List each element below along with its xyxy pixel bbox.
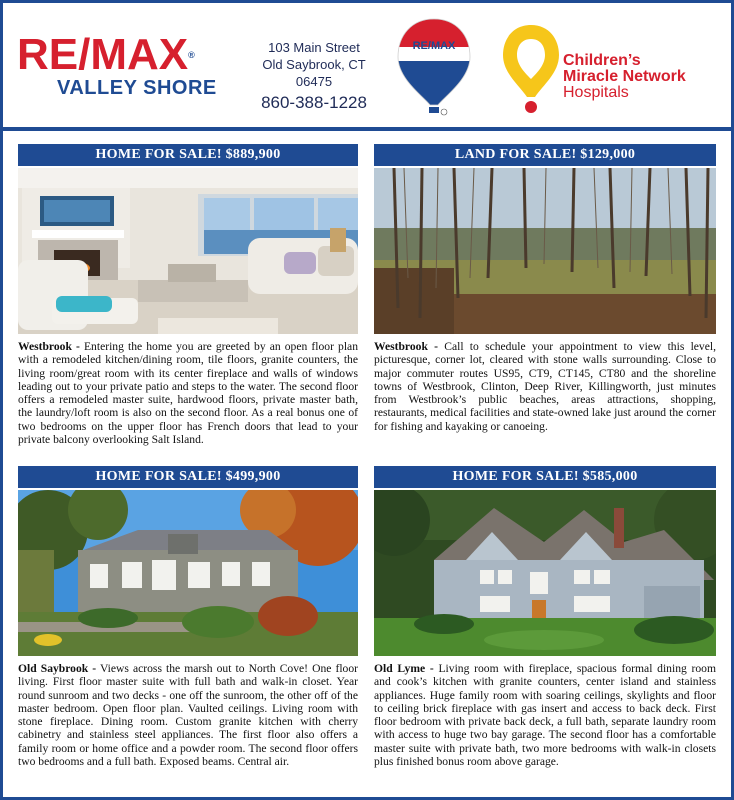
- listing-title: LAND FOR SALE! $129,000: [374, 144, 716, 166]
- listing-title: HOME FOR SALE! $585,000: [374, 466, 716, 488]
- wooded-lot-photo: [374, 168, 716, 334]
- listing-text: Living room with fireplace, spacious formal dining room and cook’s kitchen with granite counters, center island and stainless appliances. Huge family room with soaring ceilings, skylights and floor to ceiling brick fireplace with gas insert and access to back deck. First floor bedroom with private back deck, a full bath, separate laundry room with access to huge two bay garage. The second floor has a comfortable master suite with private bath, two more bedrooms with walk-in closets plus finished bonus room above garage.: [374, 662, 716, 769]
- living-room-photo: [18, 168, 358, 334]
- listing-town: Westbrook -: [374, 340, 438, 353]
- cmn-balloon-icon: [499, 19, 563, 119]
- colonial-house-photo: [374, 490, 716, 656]
- office-address: [249, 39, 379, 114]
- listing-town: Westbrook -: [18, 340, 80, 353]
- listing-town: Old Saybrook -: [18, 662, 97, 675]
- balloon-wordmark: RE/MAX: [412, 40, 456, 52]
- listing-text: Entering the home you are greeted by an open floor plan with a remodeled kitchen/dining room, tile floors, granite counters, the living room/great room with its center fireplace and walls of windows leading out to your private patio and steps to the water. The second floor offers a remodeled master suite, hardwood floors, private master bath, the laundry/loft room is also on the second floor. As a real bonus one of two bedrooms on the upper floor has French doors that lead to your private balcony overlooking Salt Island.: [18, 340, 358, 447]
- listing-card: [18, 144, 358, 464]
- listing-card: [374, 466, 716, 786]
- listing-card: [374, 144, 716, 464]
- listing-description: [18, 340, 358, 446]
- cmn-wordmark: [563, 53, 686, 101]
- cape-house-photo: [18, 490, 358, 656]
- listing-text: Call to schedule your appointment to view this level, picturesque, corner lot, cleared with stone walls surrounding. Close to major commuter routes US95, CT9, CT145, CT80 and the shoreline towns of Westbrook, Clinton, Deep River, Killingworth, just minutes from Westbrook’s public beaches, areas attractions, shopping, restaurants, medical facilities and state-owned lake just around the corner for fishing and kayaking or canoeing.: [374, 340, 716, 433]
- remax-logo: [17, 30, 227, 103]
- balloon-logo-icon: [396, 17, 472, 117]
- listing-description: [374, 662, 716, 768]
- header-divider: [3, 127, 731, 131]
- cmn-line-1: Children’s: [563, 52, 641, 69]
- office-name: VALLEY SHORE: [57, 77, 217, 99]
- listing-text: Views across the marsh out to North Cove! One floor living. First floor master suite with full bath and walk-in closet. Year round sunroom and two decks - one off the sunroom, the other off of the master bedroom. Open floor plan. Vaulted ceilings. Living room with stone fireplace. Dining room. Custom granite kitchen with cherry cabinetry and stainless steel appliances. The first floor also offers a family room or home office and a powder room. The second floor offers two bedrooms and a full bath. Exposed beams. Central air.: [18, 662, 358, 769]
- listing-title: HOME FOR SALE! $499,900: [18, 466, 358, 488]
- listing-description: [374, 340, 716, 433]
- registered-mark: ®: [188, 50, 195, 60]
- header-banner: [3, 3, 731, 127]
- listing-town: Old Lyme -: [374, 662, 434, 675]
- listing-description: [18, 662, 358, 768]
- remax-wordmark: [17, 30, 195, 79]
- cmn-line-3: Hospitals: [563, 84, 629, 101]
- cmn-line-2: Miracle Network: [563, 68, 686, 85]
- remax-wordmark-text: RE/MAX: [17, 30, 189, 79]
- listing-title: HOME FOR SALE! $889,900: [18, 144, 358, 166]
- childrens-miracle-network-logo: [499, 19, 731, 119]
- listing-card: [18, 466, 358, 786]
- street-address: 103 Main Street: [268, 40, 360, 55]
- phone-number: 860-388-1228: [261, 93, 367, 112]
- city-state-zip: Old Saybrook, CT 06475: [262, 57, 366, 89]
